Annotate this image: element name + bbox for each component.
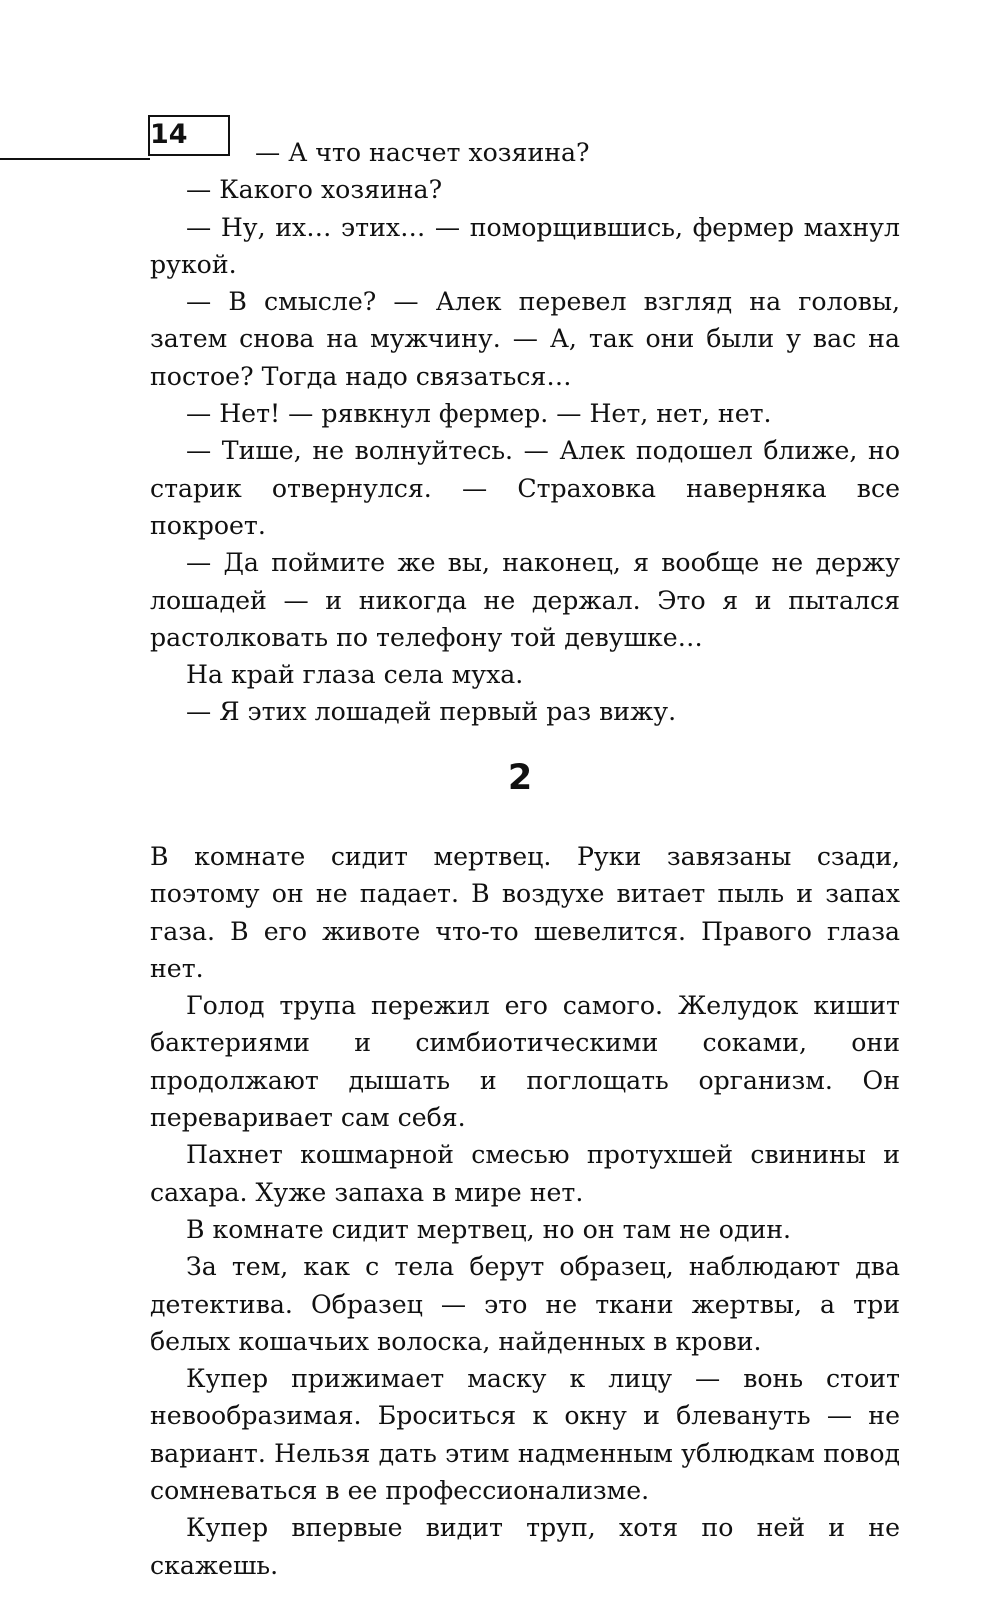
paragraph: — В смысле? — Алек перевел взгляд на головы, затем снова на мужчину. — А, так они были у вас на постое? Тогда надо связаться… xyxy=(150,287,900,391)
paragraph: Голод трупа пережил его самого. Желудок кишит бактериями и симбиотическими соками, они продолжают дышать и поглощать организм. Он переваривает сам себя. xyxy=(150,991,900,1133)
paragraph: — Тише, не волнуйтесь. — Алек подошел ближе, но старик отвернулся. — Страховка наверняка все покроет. xyxy=(150,436,900,540)
paragraph: На край глаза села муха. xyxy=(186,660,524,690)
paragraph: В комнате сидит мертвец. Руки завязаны сзади, поэтому он не падает. В воздухе витает пыль и запах газа. В его животе что-то шевелится. Правого глаза нет. xyxy=(150,842,900,983)
dialogue-section xyxy=(150,134,900,731)
paragraph: В комнате сидит мертвец, но он там не один. xyxy=(186,1214,792,1244)
paragraph: — Да поймите же вы, наконец, я вообще не держу лошадей — и никогда не держал. Это я и пытался растолковать по телефону той девушке… xyxy=(150,548,900,652)
paragraph: — Какого хозяина? xyxy=(186,175,443,205)
paragraph: — Нет! — рявкнул фермер. — Нет, нет, нет. xyxy=(186,399,772,429)
paragraph: — Я этих лошадей первый раз вижу. xyxy=(186,697,677,727)
chapter-body xyxy=(150,838,900,1584)
paragraph: Пахнет кошмарной смесью протухшей свинины и сахара. Хуже запаха в мире нет. xyxy=(150,1140,900,1207)
paragraph: Купер прижимает маску к лицу — вонь стоит невообразимая. Броситься к окну и блевануть — не вариант. Нельзя дать этим надменным ублюдкам повод сомневаться в ее профессионализме. xyxy=(150,1364,900,1506)
paragraph: Купер впервые видит труп, хотя по ней и не скажешь. xyxy=(150,1513,900,1580)
chapter-heading: 2 xyxy=(507,758,533,798)
paragraph: За тем, как с тела берут образец, наблюдают два детектива. Образец — это не ткани жертвы, а три белых кошачьих волоска, найденных в крови. xyxy=(150,1252,900,1356)
page-number: 14 xyxy=(150,119,188,150)
paragraph: — А что насчет хозяина? xyxy=(255,138,590,167)
paragraph: — Ну, их… этих… — поморщившись, фермер махнул рукой. xyxy=(150,212,900,279)
page-number-rule xyxy=(0,158,150,160)
